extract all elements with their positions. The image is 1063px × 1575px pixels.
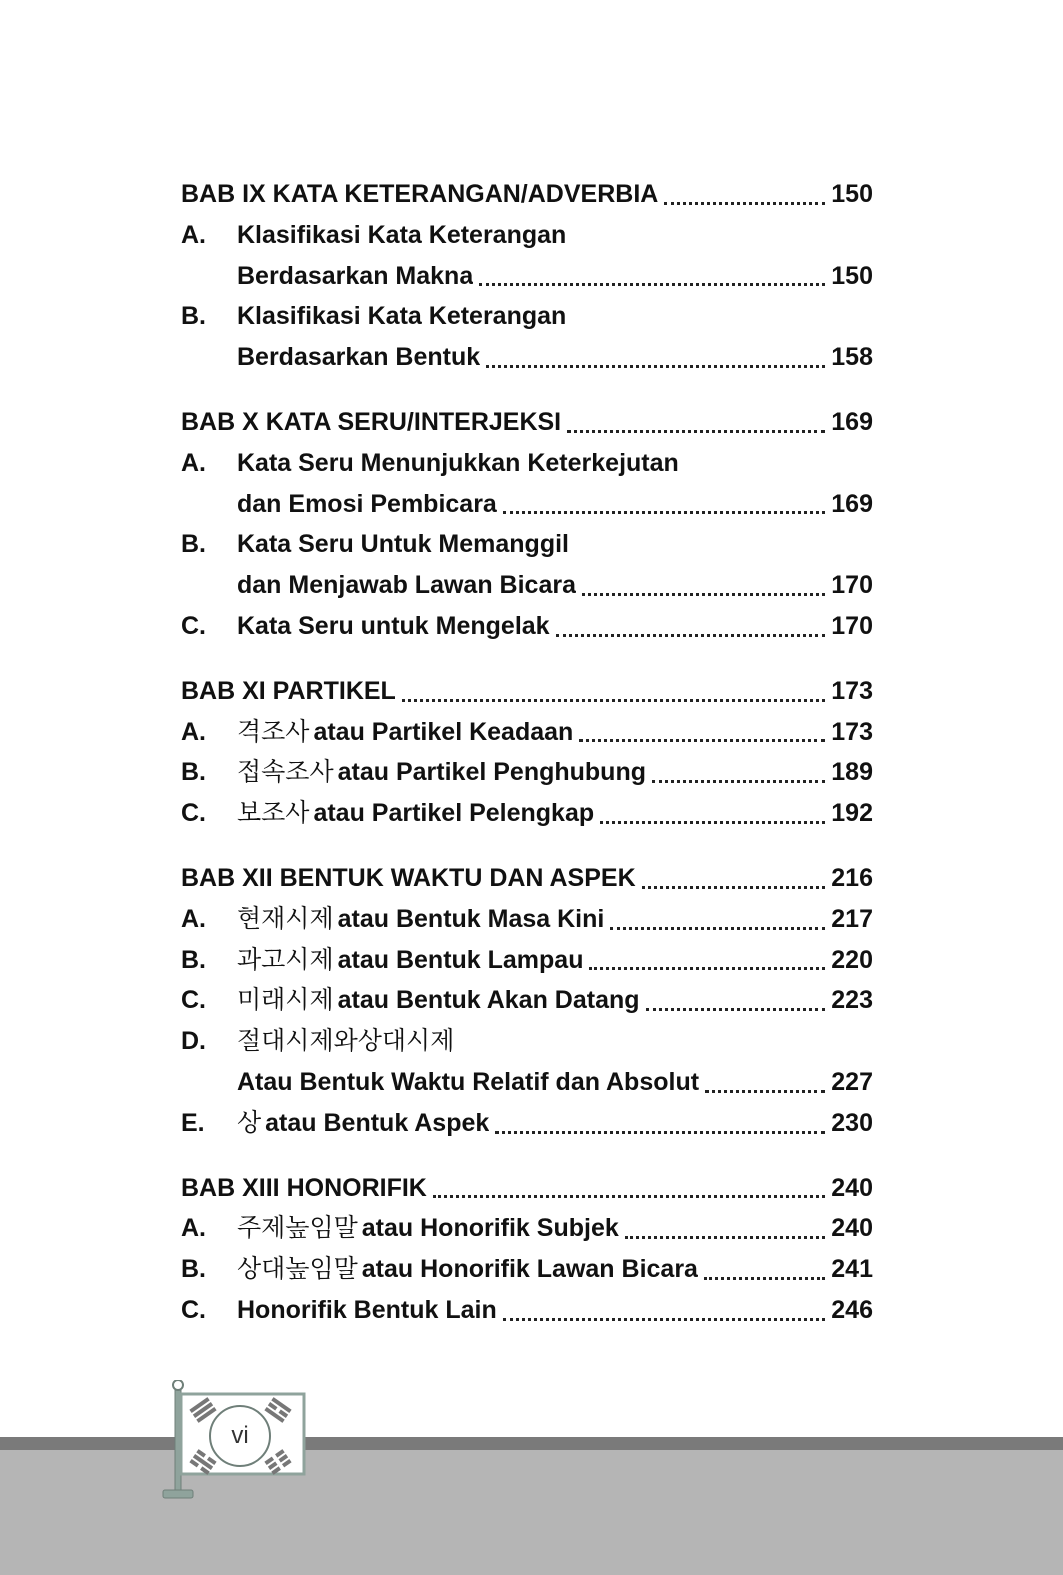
entry-letter: B. [181,945,206,974]
leader-dots [652,780,825,783]
entry-page: 230 [831,1108,873,1137]
entry-title [237,1021,458,1062]
entry-page: 227 [831,1067,873,1096]
leader-dots [582,593,825,596]
toc-entry [181,606,873,647]
entry-title [237,752,646,793]
entry-letter: C. [181,799,206,828]
entry-title-text: Klasifikasi Kata Keterangan [237,220,567,249]
entry-title-text: Honorifik Bentuk Lain [237,1295,497,1324]
chapter-title: BAB XIII HONORIFIK [181,1173,427,1202]
entry-page: 192 [831,799,873,828]
chapter-title: BAB XI PARTIKEL [181,676,396,705]
chapter-heading [181,1168,873,1209]
entry-title [237,712,573,753]
korean-term: 보조사 [237,798,310,828]
toc-entry-second-line [181,337,873,378]
entry-title-text: Kata Seru Menunjukkan Keterkejutan [237,448,679,477]
toc-chapter [181,402,873,647]
toc-entry [181,712,873,753]
entry-title-continued: Berdasarkan Bentuk [237,343,481,372]
toc-entry [181,793,873,834]
entry-letter: A. [181,1214,206,1243]
korean-term: 접속조사 [237,757,334,787]
korean-term: 절대시제와상대시제 [237,1026,455,1056]
entry-title-continued: dan Menjawab Lawan Bicara [237,571,576,600]
entry-page: 170 [831,611,873,640]
entry-title [237,899,604,940]
chapter-title: BAB X KATA SERU/INTERJEKSI [181,407,562,436]
korean-term: 과고시제 [237,944,334,974]
toc-entry [181,1249,873,1290]
toc-entry-first-line [181,443,873,484]
toc-entry-first-line [181,1021,873,1062]
entry-page: 241 [831,1255,873,1284]
entry-letter: A. [181,904,206,933]
entry-page: 158 [831,343,873,372]
chapter-heading [181,402,873,443]
chapter-heading [181,858,873,899]
chapter-heading [181,671,873,712]
leader-dots [479,283,825,286]
entry-title [237,1208,619,1249]
korean-term: 미래시제 [237,985,334,1015]
chapter-title: BAB XII BENTUK WAKTU DAN ASPEK [181,863,636,892]
toc-entry-first-line [181,524,873,565]
entry-title-text: atau Partikel Pelengkap [313,799,595,828]
leader-dots [625,1236,826,1239]
toc-entry [181,940,873,981]
entry-title-continued: Berdasarkan Makna [237,261,474,290]
toc-entry-second-line [181,565,873,606]
leader-dots [579,739,825,742]
leader-dots [495,1131,825,1134]
toc-chapter [181,671,873,834]
entry-title-text: Kata Seru untuk Mengelak [237,611,550,640]
entry-letter: C. [181,1295,206,1324]
toc-entry [181,752,873,793]
toc-entry-second-line [181,256,873,297]
entry-title-text: atau Partikel Penghubung [337,758,646,787]
leader-dots [600,821,825,824]
leader-dots [610,927,825,930]
entry-title [237,793,594,834]
entry-letter: D. [181,1027,206,1056]
entry-title [237,524,569,565]
entry-page: 169 [831,489,873,518]
leader-dots [567,430,825,433]
leader-dots [589,967,825,970]
leader-dots [556,634,826,637]
entry-title [237,606,550,647]
entry-letter: B. [181,1255,206,1284]
entry-title [237,1290,497,1331]
chapter-page: 173 [831,676,873,705]
leader-dots [705,1090,825,1093]
leader-dots [642,886,826,889]
entry-letter: A. [181,448,206,477]
entry-letter: B. [181,758,206,787]
entry-title [237,1103,489,1144]
entry-page: 240 [831,1214,873,1243]
korean-term: 격조사 [237,716,310,746]
entry-title-text: Klasifikasi Kata Keterangan [237,302,567,331]
entry-letter: C. [181,986,206,1015]
entry-page: 217 [831,904,873,933]
leader-dots [486,365,825,368]
chapter-page: 216 [831,863,873,892]
entry-page: 223 [831,986,873,1015]
entry-title [237,940,583,981]
leader-dots [402,699,825,702]
entry-title-text: atau Honorifik Lawan Bicara [361,1255,698,1284]
korean-term: 상대높임말 [237,1254,358,1284]
chapter-page: 169 [831,407,873,436]
entry-title-text: atau Bentuk Lampau [337,945,584,974]
toc-entry [181,980,873,1021]
table-of-contents [181,174,873,1355]
toc-entry-first-line [181,296,873,337]
entry-page: 170 [831,571,873,600]
korean-term: 현재시제 [237,903,334,933]
leader-dots [646,1008,826,1011]
entry-page: 246 [831,1295,873,1324]
entry-letter: B. [181,530,206,559]
entry-title-text: atau Bentuk Masa Kini [337,904,605,933]
toc-entry-first-line [181,215,873,256]
entry-title-text: atau Partikel Keadaan [313,717,574,746]
entry-title-text: Kata Seru Untuk Memanggil [237,530,569,559]
entry-letter: B. [181,302,206,331]
leader-dots [503,511,825,514]
entry-title-text: atau Bentuk Akan Datang [337,986,640,1015]
toc-entry [181,1103,873,1144]
toc-entry [181,1208,873,1249]
entry-page: 220 [831,945,873,974]
korean-term: 주제높임말 [237,1213,358,1243]
toc-chapter [181,858,873,1144]
entry-page: 150 [831,261,873,290]
entry-page: 189 [831,758,873,787]
toc-entry [181,899,873,940]
entry-title [237,1249,698,1290]
chapter-heading [181,174,873,215]
toc-entry [181,1290,873,1331]
entry-title [237,980,640,1021]
leader-dots [433,1195,825,1198]
chapter-page: 240 [831,1173,873,1202]
entry-title-continued: Atau Bentuk Waktu Relatif dan Absolut [237,1067,700,1096]
entry-letter: E. [181,1108,205,1137]
entry-title-text: atau Bentuk Aspek [265,1108,490,1137]
leader-dots [664,202,825,205]
korean-term: 상 [237,1107,262,1137]
entry-title [237,296,566,337]
leader-dots [503,1318,826,1321]
toc-chapter [181,174,873,378]
entry-title [237,215,566,256]
entry-title [237,443,679,484]
entry-letter: A. [181,220,206,249]
page-number: vi [231,1422,249,1449]
toc-chapter [181,1168,873,1331]
entry-letter: C. [181,611,206,640]
toc-entry-second-line [181,1062,873,1103]
entry-page: 173 [831,717,873,746]
leader-dots [704,1277,825,1280]
entry-title-continued: dan Emosi Pembicara [237,489,497,518]
entry-title-text: atau Honorifik Subjek [361,1214,619,1243]
toc-entry-second-line [181,484,873,525]
chapter-title: BAB IX KATA KETERANGAN/ADVERBIA [181,180,659,208]
chapter-page: 150 [831,180,873,208]
entry-letter: A. [181,717,206,746]
